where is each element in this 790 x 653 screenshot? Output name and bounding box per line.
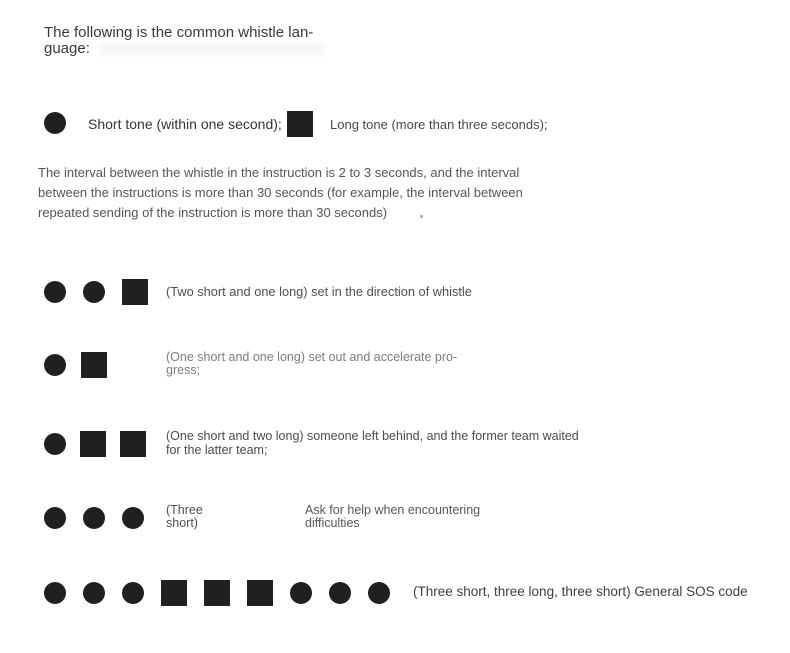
signal-label-one-short-two-long [166,430,586,457]
signal-label-three-short [166,504,236,529]
erased-text-smudge [100,43,325,56]
long-tone-square-icon [247,580,273,606]
signal-label-line-2: for the latter team; [166,442,268,457]
short-tone-dot-icon [122,582,144,604]
long-tone-symbol [287,111,313,137]
signal-description-line-2: difficulties [305,516,360,530]
short-tone-symbol [44,112,66,134]
signal-pattern-three-short [44,507,144,529]
short-tone-dot-icon [44,281,66,303]
long-tone-square-icon [120,431,146,457]
signal-pattern-two-short-one-long [44,279,148,305]
signal-pattern-one-short-one-long [44,352,107,378]
signal-label-line-1: (Three [166,503,203,517]
interval-paragraph [38,163,548,223]
signal-label-two-short-one-long: (Two short and one long) set in the direction of whistle [166,284,472,299]
interval-paragraph-line-3: repeated sending of the instruction is more than 30 seconds) [38,205,388,220]
long-tone-square-icon [81,352,107,378]
interval-paragraph-line-1: The interval between the whistle in the instruction is 2 to 3 seconds, and the interval [38,165,520,180]
short-tone-dot-icon [368,582,390,604]
page-title-line-2: guage: [44,39,90,57]
short-tone-dot-icon [290,582,312,604]
long-tone-square-icon [204,580,230,606]
signal-pattern-one-short-two-long [44,431,146,457]
signal-pattern-sos [44,580,390,606]
short-tone-dot-icon [83,582,105,604]
page-title-line-1: The following is the common whistle lan- [44,24,314,41]
signal-label-sos: (Three short, three long, three short) General SOS code [413,584,748,599]
short-tone-dot-icon [44,507,66,529]
signal-label-line-1: (One short and two long) someone left behind, and the former team waited [166,429,579,443]
short-tone-dot-icon [44,354,66,376]
short-tone-label: Short tone (within one second); [88,116,282,132]
long-tone-square-icon [287,111,313,137]
long-tone-square-icon [161,580,187,606]
short-tone-dot-icon [83,507,105,529]
short-tone-dot-icon [329,582,351,604]
signal-label-one-short-one-long [166,351,466,376]
short-tone-dot-icon [122,507,144,529]
short-tone-dot-icon [44,112,66,134]
long-tone-square-icon [80,431,106,457]
interval-paragraph-line-2: between the instructions is more than 30 seconds (for example, the interval between [38,185,523,200]
long-tone-square-icon [122,279,148,305]
long-tone-label: Long tone (more than three seconds); [330,117,548,132]
signal-label-line-2: gress; [166,362,201,377]
signal-label-line-2: short) [166,515,198,530]
stray-dot-artifact [420,215,423,218]
short-tone-dot-icon [83,281,105,303]
signal-description-three-short [305,504,495,530]
short-tone-dot-icon [44,433,66,455]
short-tone-dot-icon [44,582,66,604]
signal-label-line-1: (One short and one long) set out and accelerate pro- [166,350,458,364]
signal-description-line-1: Ask for help when encountering [305,503,481,517]
